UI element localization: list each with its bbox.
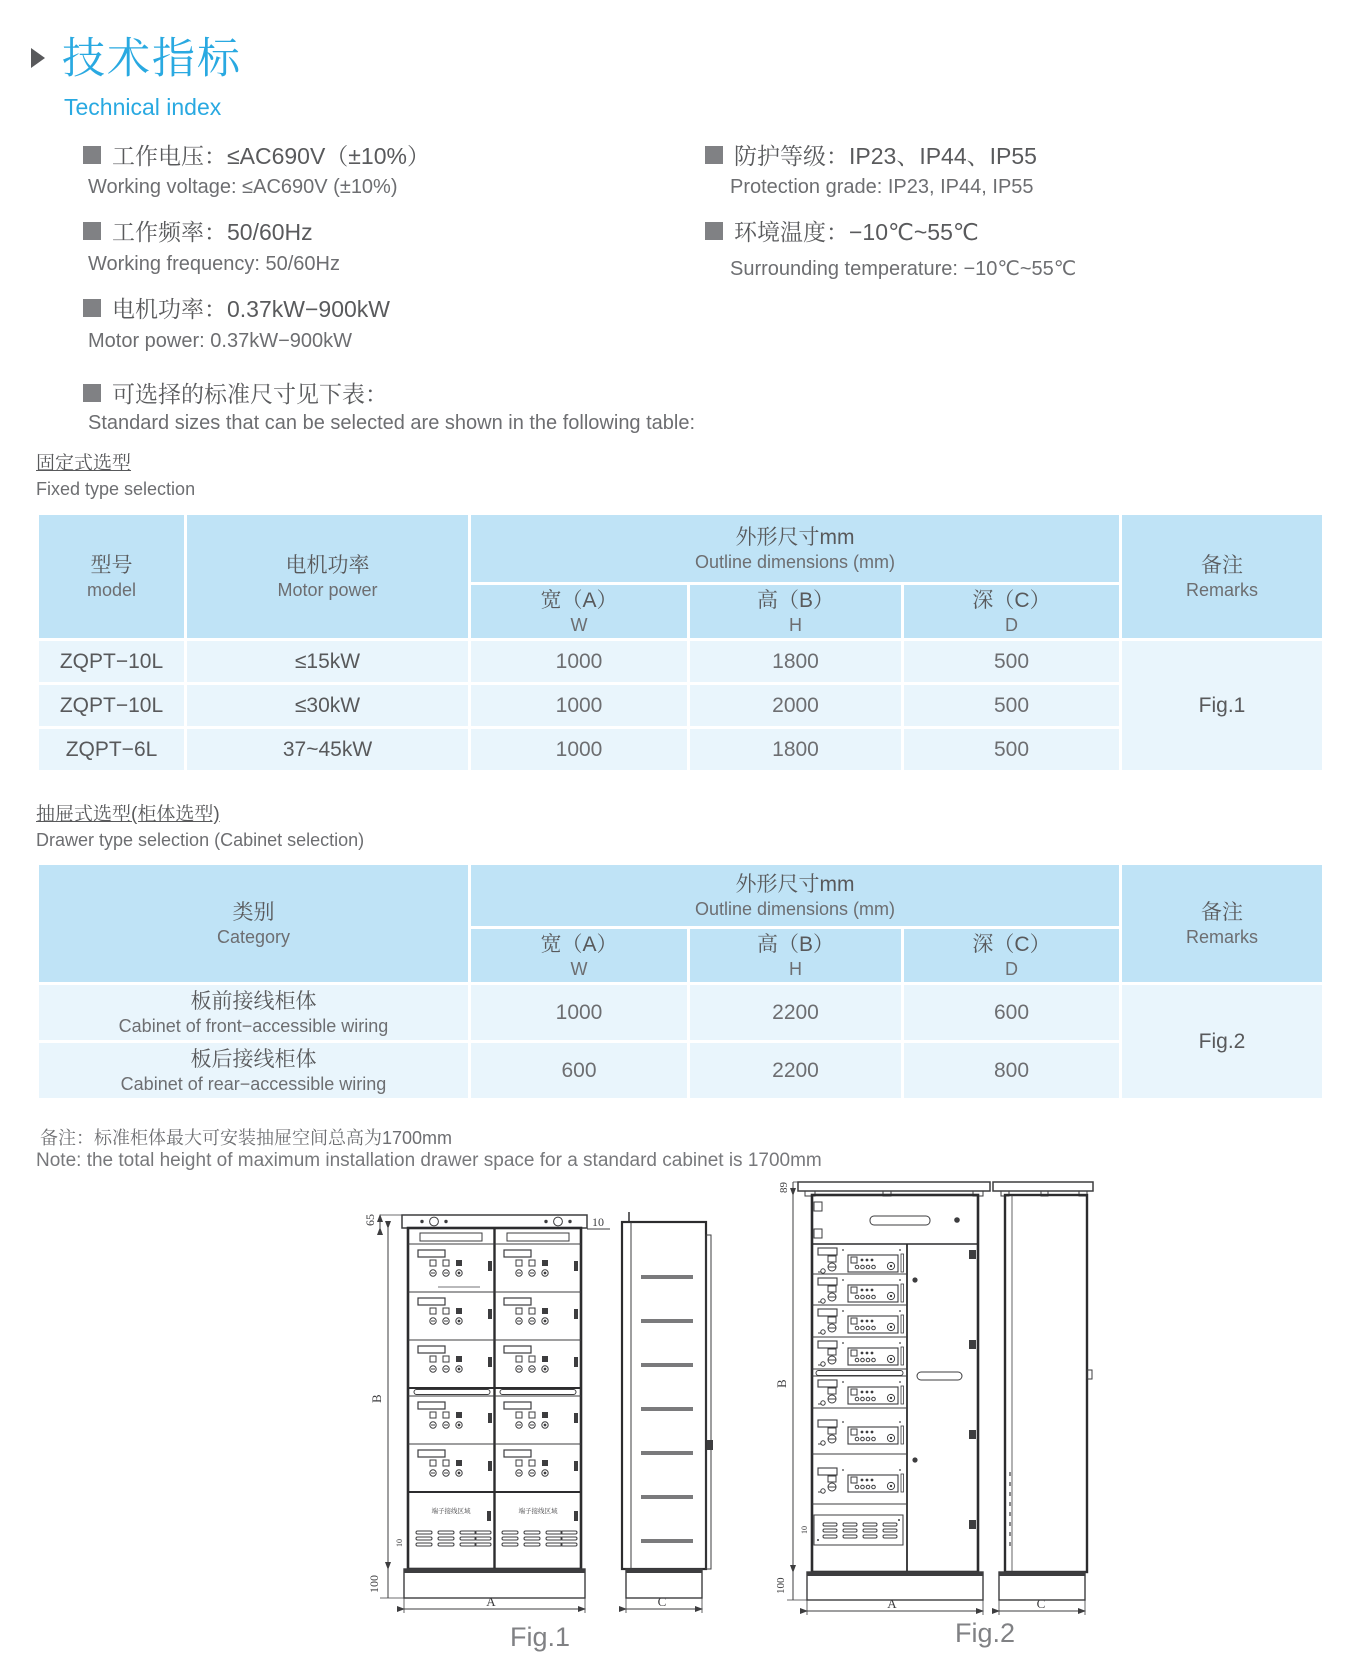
fig2-vent-box (814, 1515, 903, 1545)
col-header-category: 类别 Category (38, 864, 470, 984)
cell-motor: ≤15kW (186, 640, 470, 684)
col-header-remarks: 备注 Remarks (1121, 864, 1324, 984)
fig2-top-plate (798, 1182, 990, 1191)
fig2-dim-10: 10 (800, 1526, 809, 1534)
cell-motor: 37~45kW (186, 728, 470, 772)
spec-zh: 工作频率：50/60Hz (112, 219, 313, 245)
spec-zh: 工作电压：≤AC690V（±10%） (112, 143, 430, 169)
fig1-terminal-label: 端子接线区域 (431, 1508, 471, 1515)
fig2-dim-100: 100 (775, 1577, 787, 1594)
cell-depth: 500 (903, 728, 1121, 772)
note-en: Note: the total height of maximum installation drawer space for a standard cabinet is 1700mm (36, 1150, 822, 1171)
cell-remark: Fig.2 (1121, 984, 1324, 1100)
spec-working-voltage (83, 138, 430, 171)
fig1-dim-b: B (369, 1394, 384, 1403)
fig1-terminal-label: 端子接线区域 (518, 1508, 558, 1515)
cell-height: 1800 (689, 728, 903, 772)
cell-remark: Fig.1 (1121, 640, 1324, 772)
fig1-cabinet-drawing (350, 1195, 730, 1635)
fixed-section-label-zh: 固定式选型 (36, 453, 132, 474)
drawer-section-label-en: Drawer type selection (Cabinet selection) (36, 830, 365, 850)
section-arrow-icon (31, 48, 45, 68)
cell-height: 2200 (689, 1042, 903, 1100)
col-header-height: 高（B） H (689, 584, 903, 640)
spec-zh: 环境温度：−10℃~55℃ (734, 219, 979, 245)
cell-depth: 500 (903, 640, 1121, 684)
col-header-model: 型号 model (38, 514, 186, 640)
col-header-outline-dimensions: 外形尺寸mm Outline dimensions (mm) (470, 514, 1121, 584)
cell-width: 1000 (470, 728, 689, 772)
col-header-width: 宽（A） W (470, 584, 689, 640)
fig2-dim-c: C (1036, 1596, 1046, 1611)
col-header-outline-dimensions: 外形尺寸mm Outline dimensions (mm) (470, 864, 1121, 928)
table-row (38, 640, 1324, 684)
fig2-dim-a: A (887, 1596, 897, 1611)
cell-depth: 600 (903, 984, 1121, 1042)
spec-en: Working voltage: ≤AC690V (±10%) (88, 176, 398, 198)
fig1-dim-65: 65 (363, 1214, 377, 1226)
table-row (38, 984, 1324, 1042)
spec-en: Standard sizes that can be selected are shown in the following table: (88, 412, 696, 434)
cell-width: 1000 (470, 640, 689, 684)
square-bullet-icon (705, 222, 723, 240)
fixed-type-table (36, 512, 1325, 773)
square-bullet-icon (83, 222, 101, 240)
fig2-dim-b: B (774, 1379, 789, 1388)
fig2-side-view-top (993, 1182, 1093, 1191)
fig2-side-view (1005, 1195, 1087, 1572)
cell-model: ZQPT−6L (38, 728, 186, 772)
cell-width: 1000 (470, 984, 689, 1042)
page-subtitle: Technical index (64, 94, 222, 120)
cell-height: 1800 (689, 640, 903, 684)
spec-zh: 电机功率：0.37kW−900kW (112, 296, 390, 322)
col-header-remarks: 备注 Remarks (1121, 514, 1324, 640)
fig1-caption: Fig.1 (509, 1622, 571, 1652)
cell-category: 板后接线柜体 Cabinet of rear−accessible wiring (38, 1042, 470, 1100)
square-bullet-icon (83, 146, 101, 164)
spec-working-frequency (83, 214, 313, 247)
cell-depth: 500 (903, 684, 1121, 728)
square-bullet-icon (83, 299, 101, 317)
square-bullet-icon (705, 146, 723, 164)
fig2-cabinet-drawing (765, 1172, 1105, 1632)
drawer-section-label-zh: 抽屉式选型(柜体选型) (36, 804, 220, 825)
fig1-dim-10-top: 10 (592, 1215, 604, 1229)
col-header-depth: 深（C） D (903, 928, 1121, 984)
cell-category: 板前接线柜体 Cabinet of front−accessible wiring (38, 984, 470, 1042)
spec-standard-sizes (83, 376, 388, 409)
col-header-width: 宽（A） W (470, 928, 689, 984)
spec-en: Protection grade: IP23, IP44, IP55 (730, 176, 1034, 198)
spec-ambient-temperature (705, 214, 979, 247)
fig1-dim-10-vent: 10 (395, 1539, 404, 1547)
square-bullet-icon (83, 384, 101, 402)
fig2-caption: Fig.2 (954, 1618, 1016, 1648)
spec-en: Motor power: 0.37kW−900kW (88, 330, 352, 352)
note-zh: 备注：标准柜体最大可安装抽屉空间总高为1700mm (40, 1128, 453, 1148)
spec-zh: 防护等级：IP23、IP44、IP55 (734, 143, 1037, 169)
fig2-dim-89: 89 (778, 1182, 790, 1193)
spec-en: Working frequency: 50/60Hz (88, 253, 340, 275)
spec-en: Surrounding temperature: −10℃~55℃ (730, 258, 1077, 280)
col-header-depth: 深（C） D (903, 584, 1121, 640)
spec-protection-grade (705, 138, 1037, 171)
spec-motor-power (83, 291, 390, 324)
cell-width: 600 (470, 1042, 689, 1100)
drawer-type-table (36, 862, 1325, 1101)
cell-width: 1000 (470, 684, 689, 728)
cell-model: ZQPT−10L (38, 640, 186, 684)
fig1-dim-a: A (486, 1594, 496, 1609)
fig1-dim-100: 100 (367, 1575, 381, 1593)
col-header-height: 高（B） H (689, 928, 903, 984)
spec-zh: 可选择的标准尺寸见下表： (112, 381, 388, 407)
page-title: 技术指标 (62, 35, 242, 83)
fig1-dim-c: C (657, 1594, 667, 1609)
cell-height: 2000 (689, 684, 903, 728)
fig1-side-view (622, 1222, 706, 1569)
fig1-tiny-marking (438, 1286, 480, 1288)
cell-depth: 800 (903, 1042, 1121, 1100)
col-header-motor-power: 电机功率 Motor power (186, 514, 470, 640)
cell-motor: ≤30kW (186, 684, 470, 728)
cell-model: ZQPT−10L (38, 684, 186, 728)
fixed-section-label-en: Fixed type selection (36, 479, 196, 499)
cell-height: 2200 (689, 984, 903, 1042)
